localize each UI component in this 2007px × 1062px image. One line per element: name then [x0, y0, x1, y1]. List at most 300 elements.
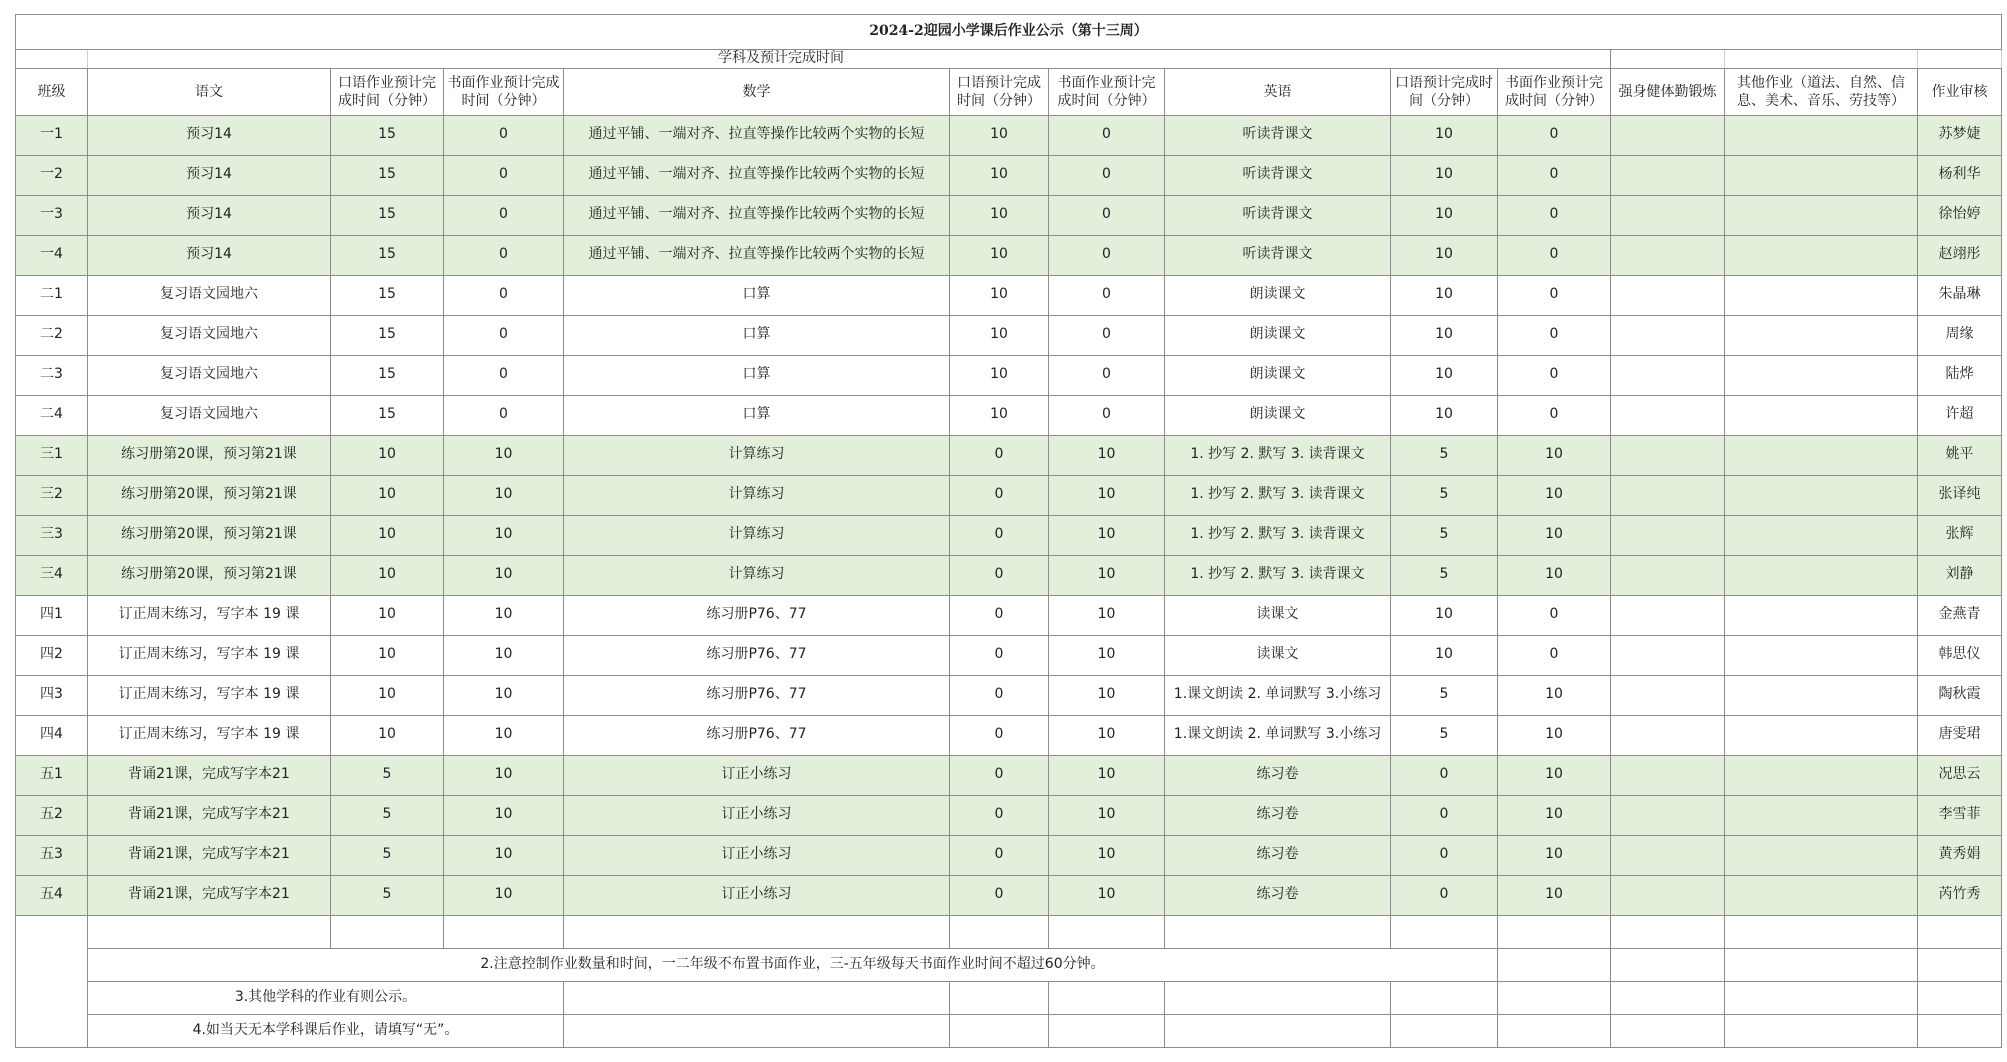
cell-english[interactable]: 1.课文朗读 2. 单词默写 3.小练习 — [1165, 715, 1391, 755]
cell-cn-written[interactable]: 0 — [444, 155, 564, 195]
cell-en-oral[interactable]: 10 — [1391, 355, 1498, 395]
cell[interactable] — [1165, 915, 1391, 948]
cell-math-written[interactable]: 0 — [1049, 195, 1165, 235]
cell-review[interactable]: 李雪菲 — [1918, 795, 2002, 835]
cell[interactable] — [1165, 981, 1391, 1014]
cell-en-oral[interactable]: 5 — [1391, 675, 1498, 715]
cell-math-oral[interactable]: 10 — [950, 235, 1049, 275]
cell[interactable] — [564, 1014, 950, 1047]
cell-math-written[interactable]: 10 — [1049, 835, 1165, 875]
cell[interactable] — [1049, 1014, 1165, 1047]
cell-cn-written[interactable]: 0 — [444, 395, 564, 435]
cell-math-oral[interactable]: 0 — [950, 675, 1049, 715]
cell-math-written[interactable]: 10 — [1049, 675, 1165, 715]
cell-other[interactable] — [1725, 155, 1918, 195]
cell-pe[interactable] — [1611, 475, 1725, 515]
cell-en-written[interactable]: 10 — [1498, 795, 1611, 835]
cell-review[interactable]: 陆烨 — [1918, 355, 2002, 395]
cell[interactable] — [1611, 1014, 1725, 1047]
cell-review[interactable]: 黄秀娟 — [1918, 835, 2002, 875]
cell-math-written[interactable]: 10 — [1049, 635, 1165, 675]
cell-chinese[interactable]: 练习册第20课，预习第21课 — [88, 475, 331, 515]
cell-cn-oral[interactable]: 10 — [331, 555, 444, 595]
cell-cn-oral[interactable]: 5 — [331, 875, 444, 915]
cell-math-oral[interactable]: 10 — [950, 395, 1049, 435]
cell-math[interactable]: 订正小练习 — [564, 755, 950, 795]
cell[interactable] — [1391, 915, 1498, 948]
cell-english[interactable]: 听读背课文 — [1165, 115, 1391, 155]
cell[interactable] — [1918, 1014, 2002, 1047]
cell-cn-oral[interactable]: 15 — [331, 395, 444, 435]
cell-english[interactable]: 读课文 — [1165, 595, 1391, 635]
cell[interactable] — [1498, 1014, 1611, 1047]
cell-english[interactable]: 1. 抄写 2. 默写 3. 读背课文 — [1165, 435, 1391, 475]
cell-math[interactable]: 订正小练习 — [564, 875, 950, 915]
cell[interactable] — [1611, 915, 1725, 948]
cell-cn-oral[interactable]: 10 — [331, 715, 444, 755]
cell-other[interactable] — [1725, 835, 1918, 875]
cell-en-written[interactable]: 0 — [1498, 315, 1611, 355]
cell-english[interactable]: 听读背课文 — [1165, 195, 1391, 235]
cell-english[interactable]: 朗读课文 — [1165, 355, 1391, 395]
cell-english[interactable]: 1. 抄写 2. 默写 3. 读背课文 — [1165, 555, 1391, 595]
cell-pe[interactable] — [1611, 235, 1725, 275]
cell-math-written[interactable]: 10 — [1049, 515, 1165, 555]
cell-chinese[interactable]: 预习14 — [88, 155, 331, 195]
cell-en-written[interactable]: 10 — [1498, 675, 1611, 715]
cell-math[interactable]: 计算练习 — [564, 515, 950, 555]
cell[interactable] — [16, 50, 88, 69]
cell-en-written[interactable]: 10 — [1498, 555, 1611, 595]
cell[interactable] — [1918, 915, 2002, 948]
cell[interactable] — [950, 1014, 1049, 1047]
cell-math[interactable]: 通过平铺、一端对齐、拉直等操作比较两个实物的长短 — [564, 195, 950, 235]
cell-cn-oral[interactable]: 10 — [331, 475, 444, 515]
cell-math[interactable]: 练习册P76、77 — [564, 635, 950, 675]
cell-pe[interactable] — [1611, 315, 1725, 355]
cell[interactable] — [950, 981, 1049, 1014]
cell-cn-oral[interactable]: 10 — [331, 675, 444, 715]
cell-math[interactable]: 通过平铺、一端对齐、拉直等操作比较两个实物的长短 — [564, 115, 950, 155]
cell-cn-oral[interactable]: 15 — [331, 235, 444, 275]
cell-en-written[interactable]: 0 — [1498, 155, 1611, 195]
cell-other[interactable] — [1725, 275, 1918, 315]
cell[interactable] — [1918, 948, 2002, 981]
cell-cn-written[interactable]: 10 — [444, 515, 564, 555]
cell-math-oral[interactable]: 0 — [950, 835, 1049, 875]
cell[interactable] — [1918, 50, 2002, 69]
cell-review[interactable]: 金燕青 — [1918, 595, 2002, 635]
subtitle[interactable]: 学科及预计完成时间 — [88, 50, 1611, 69]
cell-math-written[interactable]: 0 — [1049, 275, 1165, 315]
cell-cn-written[interactable]: 10 — [444, 755, 564, 795]
cell-math-oral[interactable]: 10 — [950, 355, 1049, 395]
cell-pe[interactable] — [1611, 515, 1725, 555]
cell[interactable] — [950, 915, 1049, 948]
cell-other[interactable] — [1725, 395, 1918, 435]
cell[interactable] — [1049, 981, 1165, 1014]
cell-pe[interactable] — [1611, 115, 1725, 155]
cell-pe[interactable] — [1611, 835, 1725, 875]
cell-other[interactable] — [1725, 235, 1918, 275]
cell-en-written[interactable]: 0 — [1498, 195, 1611, 235]
note-text[interactable]: 4.如当天无本学科课后作业，请填写“无”。 — [88, 1014, 564, 1047]
cell-pe[interactable] — [1611, 435, 1725, 475]
cell-cn-oral[interactable]: 5 — [331, 835, 444, 875]
cell-en-written[interactable]: 0 — [1498, 115, 1611, 155]
cell[interactable] — [1725, 1014, 1918, 1047]
header-review[interactable]: 作业审核 — [1918, 68, 2002, 115]
cell-other[interactable] — [1725, 595, 1918, 635]
cell-math-written[interactable]: 0 — [1049, 395, 1165, 435]
header-math[interactable]: 数学 — [564, 68, 950, 115]
cell[interactable] — [331, 915, 444, 948]
cell-math[interactable]: 口算 — [564, 355, 950, 395]
cell-en-oral[interactable]: 10 — [1391, 595, 1498, 635]
cell-cls[interactable]: 三4 — [16, 555, 88, 595]
cell-math-written[interactable]: 10 — [1049, 715, 1165, 755]
cell-other[interactable] — [1725, 475, 1918, 515]
cell-en-written[interactable]: 0 — [1498, 235, 1611, 275]
page-title[interactable]: 2024-2迎园小学课后作业公示（第十三周） — [16, 15, 2002, 50]
cell-math-oral[interactable]: 10 — [950, 275, 1049, 315]
header-chinese[interactable]: 语文 — [88, 68, 331, 115]
cell-math[interactable]: 练习册P76、77 — [564, 595, 950, 635]
cell-pe[interactable] — [1611, 155, 1725, 195]
cell-other[interactable] — [1725, 875, 1918, 915]
cell-english[interactable]: 练习卷 — [1165, 835, 1391, 875]
cell-math[interactable]: 口算 — [564, 395, 950, 435]
header-en-oral[interactable]: 口语预计完成时间（分钟） — [1391, 68, 1498, 115]
cell-cn-written[interactable]: 0 — [444, 235, 564, 275]
cell-review[interactable]: 姚平 — [1918, 435, 2002, 475]
cell-en-oral[interactable]: 10 — [1391, 235, 1498, 275]
cell[interactable] — [1391, 1014, 1498, 1047]
header-class[interactable]: 班级 — [16, 68, 88, 115]
cell-math-written[interactable]: 0 — [1049, 315, 1165, 355]
cell-en-oral[interactable]: 0 — [1391, 795, 1498, 835]
cell-en-oral[interactable]: 0 — [1391, 875, 1498, 915]
cell-cls[interactable]: 四4 — [16, 715, 88, 755]
cell[interactable] — [1498, 948, 1611, 981]
cell-chinese[interactable]: 订正周末练习，写字本 19 课 — [88, 715, 331, 755]
cell[interactable] — [1165, 1014, 1391, 1047]
cell-chinese[interactable]: 预习14 — [88, 115, 331, 155]
cell[interactable] — [1725, 50, 1918, 69]
cell-cn-written[interactable]: 10 — [444, 715, 564, 755]
cell-review[interactable]: 周缘 — [1918, 315, 2002, 355]
cell-pe[interactable] — [1611, 795, 1725, 835]
cell-math-written[interactable]: 0 — [1049, 355, 1165, 395]
cell-math[interactable]: 通过平铺、一端对齐、拉直等操作比较两个实物的长短 — [564, 155, 950, 195]
cell[interactable] — [444, 915, 564, 948]
cell-en-oral[interactable]: 10 — [1391, 275, 1498, 315]
cell-cn-oral[interactable]: 10 — [331, 595, 444, 635]
cell-review[interactable]: 唐雯珺 — [1918, 715, 2002, 755]
cell-english[interactable]: 听读背课文 — [1165, 235, 1391, 275]
cell-cn-oral[interactable]: 15 — [331, 195, 444, 235]
cell-other[interactable] — [1725, 755, 1918, 795]
cell-en-oral[interactable]: 5 — [1391, 435, 1498, 475]
cell-math-oral[interactable]: 0 — [950, 515, 1049, 555]
cell-pe[interactable] — [1611, 875, 1725, 915]
note-text[interactable]: 2.注意控制作业数量和时间，一二年级不布置书面作业，三-五年级每天书面作业时间不超过60分钟。 — [88, 948, 1498, 981]
cell-en-oral[interactable]: 10 — [1391, 195, 1498, 235]
cell[interactable] — [564, 915, 950, 948]
cell-math[interactable]: 口算 — [564, 315, 950, 355]
cell-en-written[interactable]: 10 — [1498, 755, 1611, 795]
cell-review[interactable]: 况思云 — [1918, 755, 2002, 795]
cell-en-written[interactable]: 10 — [1498, 715, 1611, 755]
header-cn-written[interactable]: 书面作业预计完成时间（分钟） — [444, 68, 564, 115]
cell-cls[interactable]: 一4 — [16, 235, 88, 275]
cell[interactable] — [16, 915, 88, 1047]
cell-other[interactable] — [1725, 635, 1918, 675]
cell-other[interactable] — [1725, 715, 1918, 755]
note-text[interactable]: 3.其他学科的作业有则公示。 — [88, 981, 564, 1014]
cell-english[interactable]: 1. 抄写 2. 默写 3. 读背课文 — [1165, 515, 1391, 555]
cell-math-oral[interactable]: 10 — [950, 155, 1049, 195]
cell-other[interactable] — [1725, 675, 1918, 715]
cell-chinese[interactable]: 订正周末练习，写字本 19 课 — [88, 635, 331, 675]
cell-math-written[interactable]: 0 — [1049, 155, 1165, 195]
cell[interactable] — [1498, 981, 1611, 1014]
cell-en-oral[interactable]: 5 — [1391, 715, 1498, 755]
cell-cn-oral[interactable]: 5 — [331, 795, 444, 835]
cell[interactable] — [1611, 50, 1725, 69]
cell-cn-oral[interactable]: 15 — [331, 315, 444, 355]
cell-other[interactable] — [1725, 115, 1918, 155]
cell-chinese[interactable]: 订正周末练习，写字本 19 课 — [88, 675, 331, 715]
header-math-oral[interactable]: 口语预计完成时间（分钟） — [950, 68, 1049, 115]
cell-review[interactable]: 芮竹秀 — [1918, 875, 2002, 915]
cell-review[interactable]: 韩思仪 — [1918, 635, 2002, 675]
cell-chinese[interactable]: 预习14 — [88, 235, 331, 275]
cell-cls[interactable]: 四2 — [16, 635, 88, 675]
cell-en-written[interactable]: 10 — [1498, 515, 1611, 555]
cell-chinese[interactable]: 复习语文园地六 — [88, 275, 331, 315]
header-other[interactable]: 其他作业（道法、自然、信息、美术、音乐、劳技等） — [1725, 68, 1918, 115]
cell-cn-oral[interactable]: 10 — [331, 515, 444, 555]
cell-math-written[interactable]: 10 — [1049, 435, 1165, 475]
cell[interactable] — [1391, 981, 1498, 1014]
cell-math-written[interactable]: 10 — [1049, 475, 1165, 515]
cell-cls[interactable]: 三1 — [16, 435, 88, 475]
cell-review[interactable]: 许超 — [1918, 395, 2002, 435]
cell[interactable] — [88, 915, 331, 948]
cell-en-oral[interactable]: 0 — [1391, 755, 1498, 795]
cell-english[interactable]: 听读背课文 — [1165, 155, 1391, 195]
cell-en-written[interactable]: 0 — [1498, 275, 1611, 315]
cell[interactable] — [1725, 948, 1918, 981]
cell-review[interactable]: 徐怡婷 — [1918, 195, 2002, 235]
cell-cls[interactable]: 一2 — [16, 155, 88, 195]
cell-math-oral[interactable]: 0 — [950, 595, 1049, 635]
cell-english[interactable]: 朗读课文 — [1165, 395, 1391, 435]
cell-en-oral[interactable]: 10 — [1391, 115, 1498, 155]
cell-math-oral[interactable]: 0 — [950, 795, 1049, 835]
cell-chinese[interactable]: 背诵21课，完成写字本21 — [88, 795, 331, 835]
cell-other[interactable] — [1725, 555, 1918, 595]
cell-en-oral[interactable]: 10 — [1391, 395, 1498, 435]
cell-chinese[interactable]: 背诵21课，完成写字本21 — [88, 835, 331, 875]
cell-english[interactable]: 1. 抄写 2. 默写 3. 读背课文 — [1165, 475, 1391, 515]
cell-math-written[interactable]: 10 — [1049, 795, 1165, 835]
cell-english[interactable]: 练习卷 — [1165, 795, 1391, 835]
cell-cls[interactable]: 三3 — [16, 515, 88, 555]
cell-cls[interactable]: 二4 — [16, 395, 88, 435]
cell-cn-written[interactable]: 10 — [444, 635, 564, 675]
cell-cn-oral[interactable]: 15 — [331, 115, 444, 155]
cell-math[interactable]: 练习册P76、77 — [564, 715, 950, 755]
cell-math[interactable]: 订正小练习 — [564, 835, 950, 875]
cell-en-oral[interactable]: 10 — [1391, 155, 1498, 195]
cell-pe[interactable] — [1611, 675, 1725, 715]
cell-cn-oral[interactable]: 10 — [331, 435, 444, 475]
cell-math[interactable]: 通过平铺、一端对齐、拉直等操作比较两个实物的长短 — [564, 235, 950, 275]
cell[interactable] — [1611, 981, 1725, 1014]
cell-review[interactable]: 赵翊彤 — [1918, 235, 2002, 275]
cell-english[interactable]: 读课文 — [1165, 635, 1391, 675]
cell-pe[interactable] — [1611, 195, 1725, 235]
cell-pe[interactable] — [1611, 275, 1725, 315]
cell-cn-written[interactable]: 10 — [444, 475, 564, 515]
cell-english[interactable]: 练习卷 — [1165, 755, 1391, 795]
cell-cn-written[interactable]: 10 — [444, 555, 564, 595]
cell-chinese[interactable]: 练习册第20课，预习第21课 — [88, 515, 331, 555]
cell-review[interactable]: 张辉 — [1918, 515, 2002, 555]
cell-cn-written[interactable]: 10 — [444, 875, 564, 915]
header-english[interactable]: 英语 — [1165, 68, 1391, 115]
cell-en-oral[interactable]: 0 — [1391, 835, 1498, 875]
cell-cls[interactable]: 五3 — [16, 835, 88, 875]
cell-math-oral[interactable]: 10 — [950, 195, 1049, 235]
cell-review[interactable]: 朱晶琳 — [1918, 275, 2002, 315]
cell-cn-written[interactable]: 10 — [444, 835, 564, 875]
cell-pe[interactable] — [1611, 355, 1725, 395]
cell-cn-oral[interactable]: 10 — [331, 635, 444, 675]
cell-other[interactable] — [1725, 195, 1918, 235]
cell-en-written[interactable]: 10 — [1498, 835, 1611, 875]
cell-other[interactable] — [1725, 355, 1918, 395]
cell-math-oral[interactable]: 0 — [950, 435, 1049, 475]
header-en-written[interactable]: 书面作业预计完成时间（分钟） — [1498, 68, 1611, 115]
cell-math[interactable]: 计算练习 — [564, 555, 950, 595]
cell[interactable] — [1918, 981, 2002, 1014]
cell-chinese[interactable]: 背诵21课，完成写字本21 — [88, 755, 331, 795]
cell-cls[interactable]: 三2 — [16, 475, 88, 515]
cell-en-written[interactable]: 10 — [1498, 475, 1611, 515]
cell-cn-written[interactable]: 0 — [444, 355, 564, 395]
header-pe[interactable]: 强身健体勤锻炼 — [1611, 68, 1725, 115]
cell-math-written[interactable]: 0 — [1049, 235, 1165, 275]
cell-math[interactable]: 计算练习 — [564, 435, 950, 475]
cell-cls[interactable]: 五2 — [16, 795, 88, 835]
header-math-written[interactable]: 书面作业预计完成时间（分钟） — [1049, 68, 1165, 115]
cell-en-written[interactable]: 0 — [1498, 595, 1611, 635]
cell-math-written[interactable]: 10 — [1049, 595, 1165, 635]
cell[interactable] — [1049, 915, 1165, 948]
cell-cls[interactable]: 四1 — [16, 595, 88, 635]
cell-other[interactable] — [1725, 315, 1918, 355]
cell-en-oral[interactable]: 5 — [1391, 555, 1498, 595]
cell[interactable] — [1611, 948, 1725, 981]
cell-english[interactable]: 练习卷 — [1165, 875, 1391, 915]
cell-pe[interactable] — [1611, 755, 1725, 795]
cell-math-oral[interactable]: 10 — [950, 315, 1049, 355]
cell-math[interactable]: 练习册P76、77 — [564, 675, 950, 715]
cell-math[interactable]: 计算练习 — [564, 475, 950, 515]
cell-review[interactable]: 杨利华 — [1918, 155, 2002, 195]
cell-review[interactable]: 张译纯 — [1918, 475, 2002, 515]
cell-cls[interactable]: 一3 — [16, 195, 88, 235]
cell-chinese[interactable]: 订正周末练习，写字本 19 课 — [88, 595, 331, 635]
cell-math-written[interactable]: 10 — [1049, 555, 1165, 595]
cell-pe[interactable] — [1611, 395, 1725, 435]
cell-chinese[interactable]: 复习语文园地六 — [88, 395, 331, 435]
cell-cn-written[interactable]: 10 — [444, 435, 564, 475]
cell[interactable] — [1725, 981, 1918, 1014]
cell-review[interactable]: 苏梦婕 — [1918, 115, 2002, 155]
cell-cls[interactable]: 二3 — [16, 355, 88, 395]
cell-en-written[interactable]: 0 — [1498, 395, 1611, 435]
cell-cn-written[interactable]: 10 — [444, 675, 564, 715]
cell-en-oral[interactable]: 5 — [1391, 515, 1498, 555]
cell-pe[interactable] — [1611, 635, 1725, 675]
cell-math-written[interactable]: 10 — [1049, 875, 1165, 915]
cell-cls[interactable]: 二2 — [16, 315, 88, 355]
cell-cn-written[interactable]: 10 — [444, 795, 564, 835]
cell-english[interactable]: 1.课文朗读 2. 单词默写 3.小练习 — [1165, 675, 1391, 715]
cell-math-oral[interactable]: 0 — [950, 755, 1049, 795]
cell-chinese[interactable]: 练习册第20课，预习第21课 — [88, 435, 331, 475]
header-cn-oral[interactable]: 口语作业预计完成时间（分钟） — [331, 68, 444, 115]
cell[interactable] — [1498, 915, 1611, 948]
cell-math-oral[interactable]: 10 — [950, 115, 1049, 155]
cell-pe[interactable] — [1611, 715, 1725, 755]
cell[interactable] — [564, 981, 950, 1014]
cell-chinese[interactable]: 复习语文园地六 — [88, 355, 331, 395]
cell-other[interactable] — [1725, 795, 1918, 835]
cell-pe[interactable] — [1611, 555, 1725, 595]
cell-math-oral[interactable]: 0 — [950, 555, 1049, 595]
cell-math-oral[interactable]: 0 — [950, 875, 1049, 915]
cell-cn-oral[interactable]: 15 — [331, 355, 444, 395]
cell-chinese[interactable]: 复习语文园地六 — [88, 315, 331, 355]
cell-cls[interactable]: 二1 — [16, 275, 88, 315]
cell-math[interactable]: 订正小练习 — [564, 795, 950, 835]
cell-cls[interactable]: 四3 — [16, 675, 88, 715]
cell-other[interactable] — [1725, 515, 1918, 555]
cell-cn-oral[interactable]: 5 — [331, 755, 444, 795]
cell-math-oral[interactable]: 0 — [950, 475, 1049, 515]
cell-math-written[interactable]: 10 — [1049, 755, 1165, 795]
cell-cn-written[interactable]: 10 — [444, 595, 564, 635]
cell-chinese[interactable]: 背诵21课，完成写字本21 — [88, 875, 331, 915]
cell-en-written[interactable]: 10 — [1498, 435, 1611, 475]
cell-math-oral[interactable]: 0 — [950, 635, 1049, 675]
cell-en-written[interactable]: 0 — [1498, 355, 1611, 395]
cell-cn-written[interactable]: 0 — [444, 115, 564, 155]
cell[interactable] — [1725, 915, 1918, 948]
cell-review[interactable]: 刘静 — [1918, 555, 2002, 595]
cell-chinese[interactable]: 预习14 — [88, 195, 331, 235]
cell-math-oral[interactable]: 0 — [950, 715, 1049, 755]
cell-cls[interactable]: 五4 — [16, 875, 88, 915]
cell-cls[interactable]: 一1 — [16, 115, 88, 155]
cell-english[interactable]: 朗读课文 — [1165, 275, 1391, 315]
cell-en-oral[interactable]: 5 — [1391, 475, 1498, 515]
